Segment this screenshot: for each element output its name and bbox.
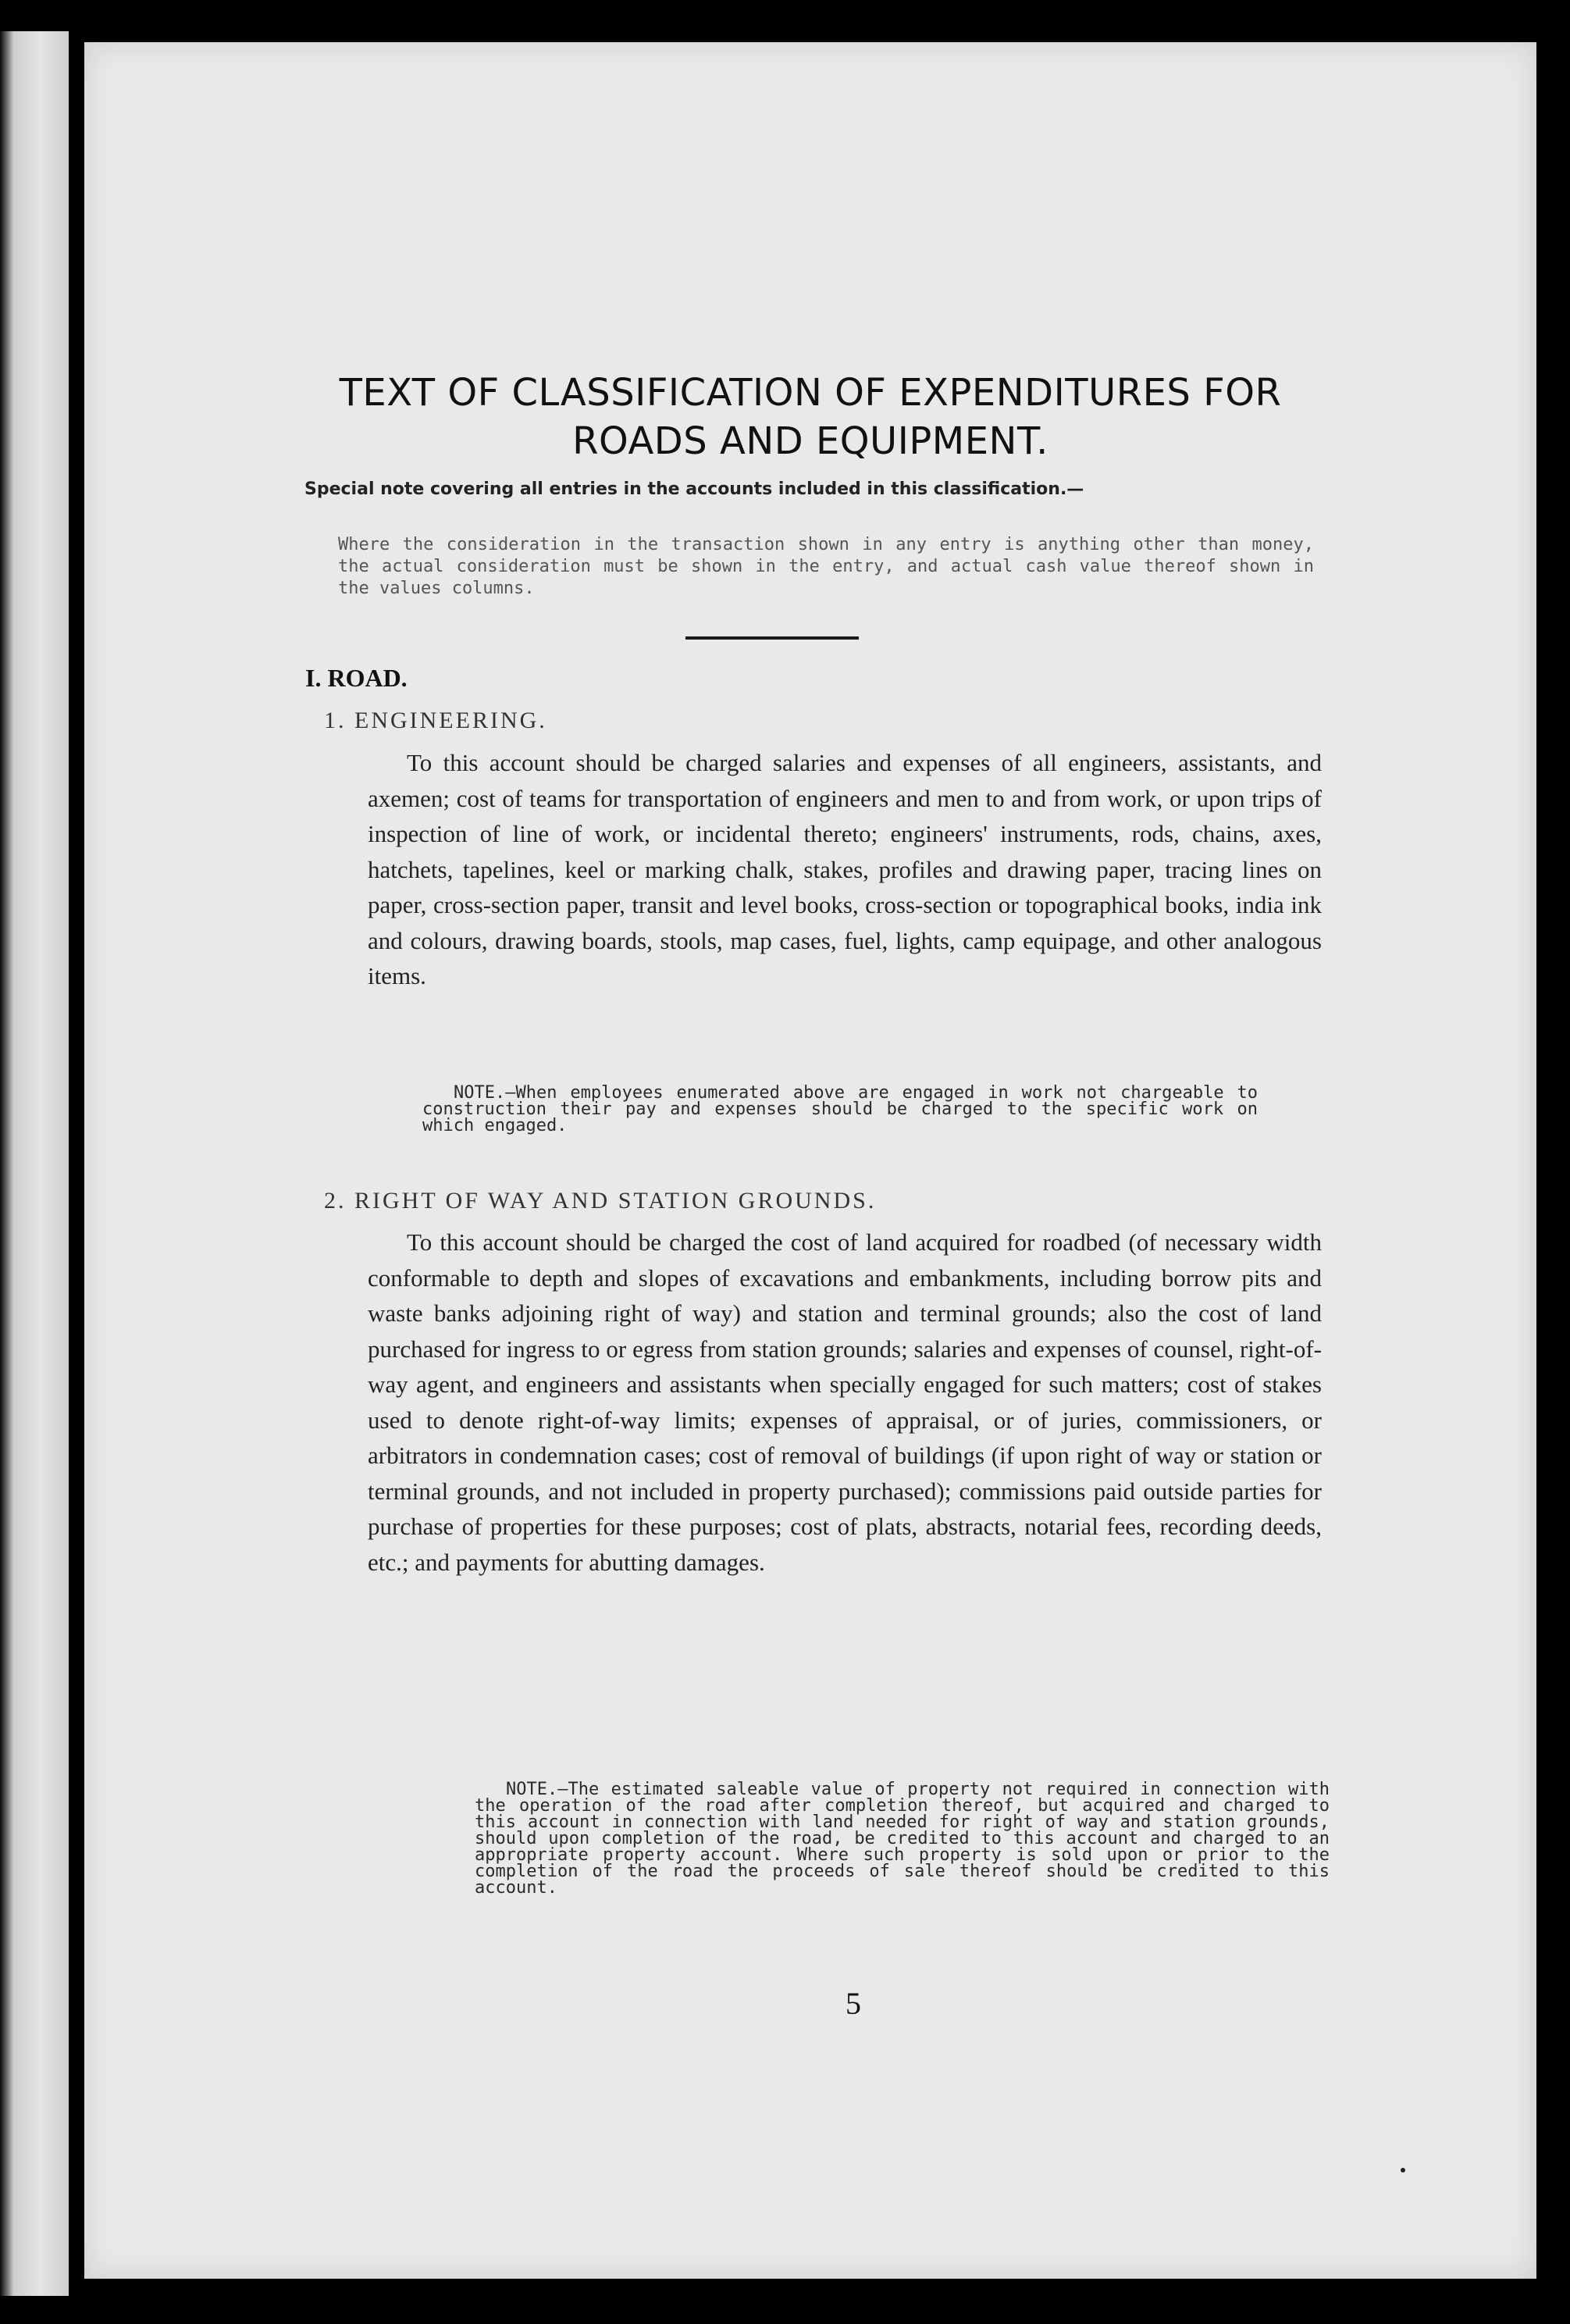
scan-speck	[1401, 2168, 1405, 2173]
item-text-engineering: To this account should be charged salaries and expenses of all engineers, assistants, and axemen; cost of teams for transportation of engineers and men to and from work, or upon trips of inspection of line of work, or incidental thereto; engineers' instruments, rods, chains, axes, hatchets, tapelines, keel or marking chalk, stakes, profiles and drawing paper, tracing lines on paper, cross-section paper, transit and level books, cross-section or topographical books, india ink and colours, drawing boards, stools, map cases, fuel, lights, camp equipage, and other analogous items.	[368, 749, 1322, 989]
special-note-body: Where the consideration in the transaction shown in any entry is anything other than money, the actual consideration must be shown in the entry, and actual cash value thereof shown in the values columns.	[338, 535, 1314, 598]
page-number: 5	[846, 1986, 861, 2021]
page-title	[84, 369, 1536, 465]
item-note-engineering: NOTE.—When employees enumerated above are engaged in work not chargeable to construction their pay and expenses should be charged to the specific work on which engaged.	[422, 1083, 1258, 1135]
item-note-right-of-way: NOTE.—The estimated saleable value of property not required in connection with the operation of the road after completion thereof, but acquired and charged to this account in connection with land needed for right of way and station grounds, should upon completion of the road, be credited to this account and charged to an appropriate property account. Where such property is sold upon or prior to the completion of the road the proceeds of sale thereof should be credited to this account.	[475, 1780, 1330, 1898]
section-divider	[685, 636, 859, 640]
section-heading: I. ROAD.	[305, 664, 408, 692]
item-text-right-of-way: To this account should be charged the cost of land acquired for roadbed (of necessary width conformable to depth and slopes of excavations and embankments, including borrow pits and waste banks adjoining right of way) and station and terminal grounds; also the cost of land purchased for ingress to or egress from station grounds; salaries and expenses of counsel, right-of-way agent, and engineers and assistants when specially engaged for such matters; cost of stakes used to denote right-of-way limits; expenses of appraisal, or of juries, commissioners, or arbitrators in condemnation cases; cost of removal of buildings (if upon right of way or station or terminal grounds, and not included in property purchased); commissions paid outside parties for purchase of properties for these purposes; cost of plats, abstracts, notarial fees, recording deeds, etc.; and payments for abutting damages.	[368, 1228, 1322, 1576]
title-line-2: ROADS AND EQUIPMENT.	[572, 419, 1048, 463]
document-page	[84, 42, 1536, 2279]
item-heading-right-of-way: 2. RIGHT OF WAY AND STATION GROUNDS.	[324, 1188, 877, 1214]
title-line-1: TEXT OF CLASSIFICATION OF EXPENDITURES FOR	[339, 371, 1282, 415]
item-heading-engineering: 1. ENGINEERING.	[324, 708, 547, 733]
adjacent-page-edge	[0, 31, 69, 2296]
special-note-heading: Special note covering all entries in the accounts included in this classification.—	[304, 479, 1084, 499]
